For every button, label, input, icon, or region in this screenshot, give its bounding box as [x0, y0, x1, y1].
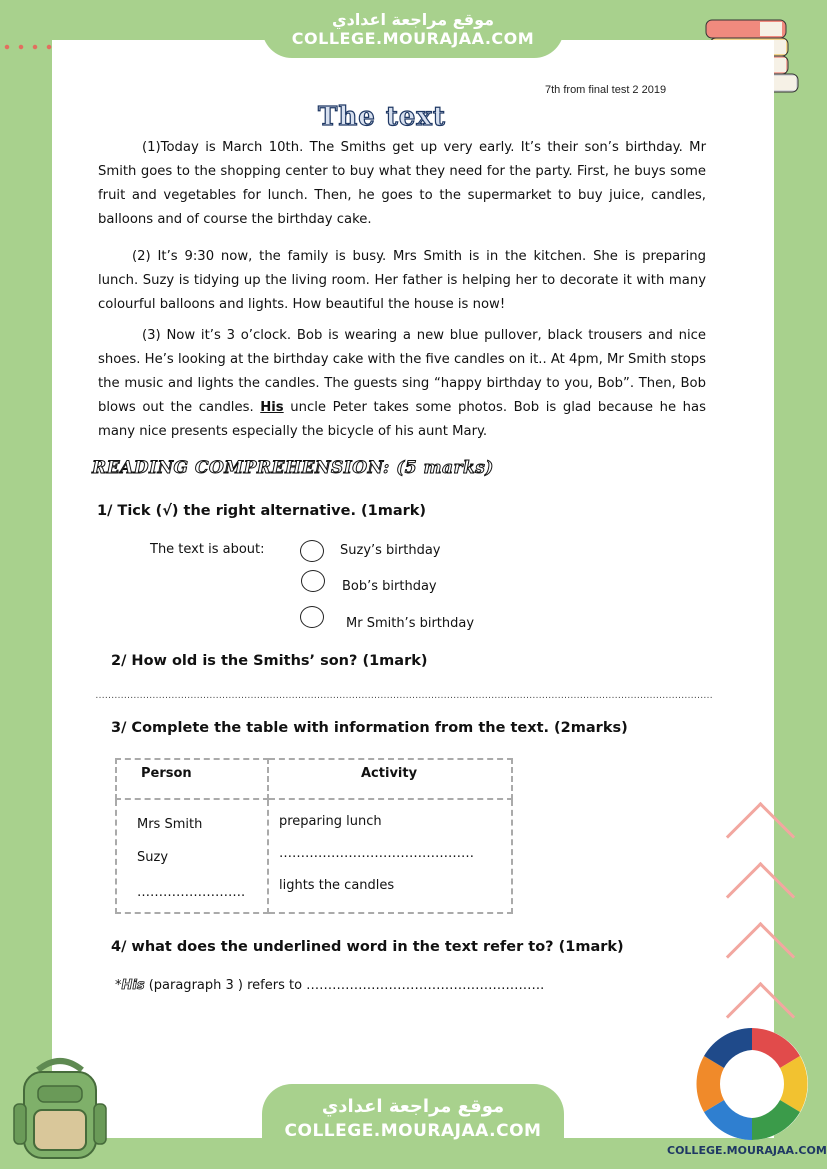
top-banner [262, 0, 564, 58]
backpack-icon [8, 1052, 112, 1162]
paragraph-3-part-1: (3) Now it’s 3 o’clock. Bob is wearing a new blue pullover, black trousers and nice shoes. He’s looking at the birthday cake with the five candles on it.. At 4pm, Mr Smith stops the music and lights the candles. The guests sing “happy birthday to you, Bob”. Then, Bob blows out the candles. [98, 328, 706, 415]
option-1-label: Suzy’s birthday [340, 543, 441, 558]
header-person: Person [116, 759, 268, 799]
exam-reference: 7th from final test 2 2019 [545, 84, 667, 96]
person-column [116, 799, 268, 913]
header-activity: Activity [268, 759, 512, 799]
person-3-blank[interactable]: ……………………. [137, 885, 246, 900]
option-3-label: Mr Smith’s birthday [346, 616, 475, 631]
option-3-checkbox[interactable] [300, 606, 324, 628]
reading-comprehension-heading: READING COMPREHENSION: (5 marks) [92, 458, 494, 478]
page-title: The text [318, 102, 446, 132]
question-3-title: 3/ Complete the table with information from the text. (2marks) [111, 720, 628, 736]
question-1-stem: The text is about: [150, 542, 265, 557]
activity-2-blank[interactable]: ……………………………………… [279, 846, 474, 861]
colorful-wheel-logo [692, 1024, 812, 1144]
banner-arabic: موقع مراجعة اعدادي [331, 10, 495, 29]
option-2-checkbox[interactable] [301, 570, 325, 592]
option-1-checkbox[interactable] [300, 540, 324, 562]
activity-3: lights the candles [279, 878, 395, 893]
question-2-title: 2/ How old is the Smiths’ son? (1mark) [111, 653, 428, 669]
activity-table [115, 758, 513, 914]
wheel-site-label[interactable]: COLLEGE.MOURAJAA.COM [667, 1144, 827, 1157]
question-4-prefix: * [115, 978, 122, 993]
paragraph-2: (2) It’s 9:30 now, the family is busy. Mrs Smith is in the kitchen. She is preparing lunch. Suzy is tidying up the living room. Her father is helping her to decorate it with many colourful balloons and lights. How beautiful the house is now! [98, 249, 706, 312]
person-1: Mrs Smith [137, 817, 203, 832]
option-2-label: Bob’s birthday [342, 579, 437, 594]
paragraph-3-part-2: uncle Peter takes some photos. Bob is glad because he has many nice presents especially the bicycle of his aunt Mary. [98, 400, 706, 439]
question-4-rest[interactable]: (paragraph 3 ) refers to ………………………………………………. [144, 978, 545, 993]
question-4-title: 4/ what does the underlined word in the text refer to? (1mark) [111, 939, 624, 955]
banner-site-link-bottom[interactable]: COLLEGE.MOURAJAA.COM [284, 1121, 542, 1141]
paragraph-3 [98, 324, 706, 444]
person-2: Suzy [137, 850, 169, 865]
banner-arabic-bottom: موقع مراجعة اعدادي [321, 1096, 505, 1117]
banner-site-link[interactable]: COLLEGE.MOURAJAA.COM [291, 29, 535, 48]
question-4-line [115, 978, 544, 993]
question-2-answer-line[interactable]: …………………………………………………………………………………………………………………………………………………………………………… [95, 690, 713, 701]
activity-1: preparing lunch [279, 814, 382, 829]
underlined-word: His [260, 400, 284, 415]
bottom-banner [262, 1084, 564, 1154]
activity-column [268, 799, 512, 913]
question-4-word: His [121, 978, 145, 993]
question-1-title: 1/ Tick (√) the right alternative. (1mark) [97, 503, 427, 519]
paragraph-1: (1)Today is March 10th. The Smiths get up very early. It’s their son’s birthday. Mr Smith goes to the shopping center to buy what they need for the party. First, he buys some fruit and vegetables for lunch. Then, he goes to the supermarket to buy juice, candles, balloons and of course the birthday cake. [98, 140, 706, 227]
